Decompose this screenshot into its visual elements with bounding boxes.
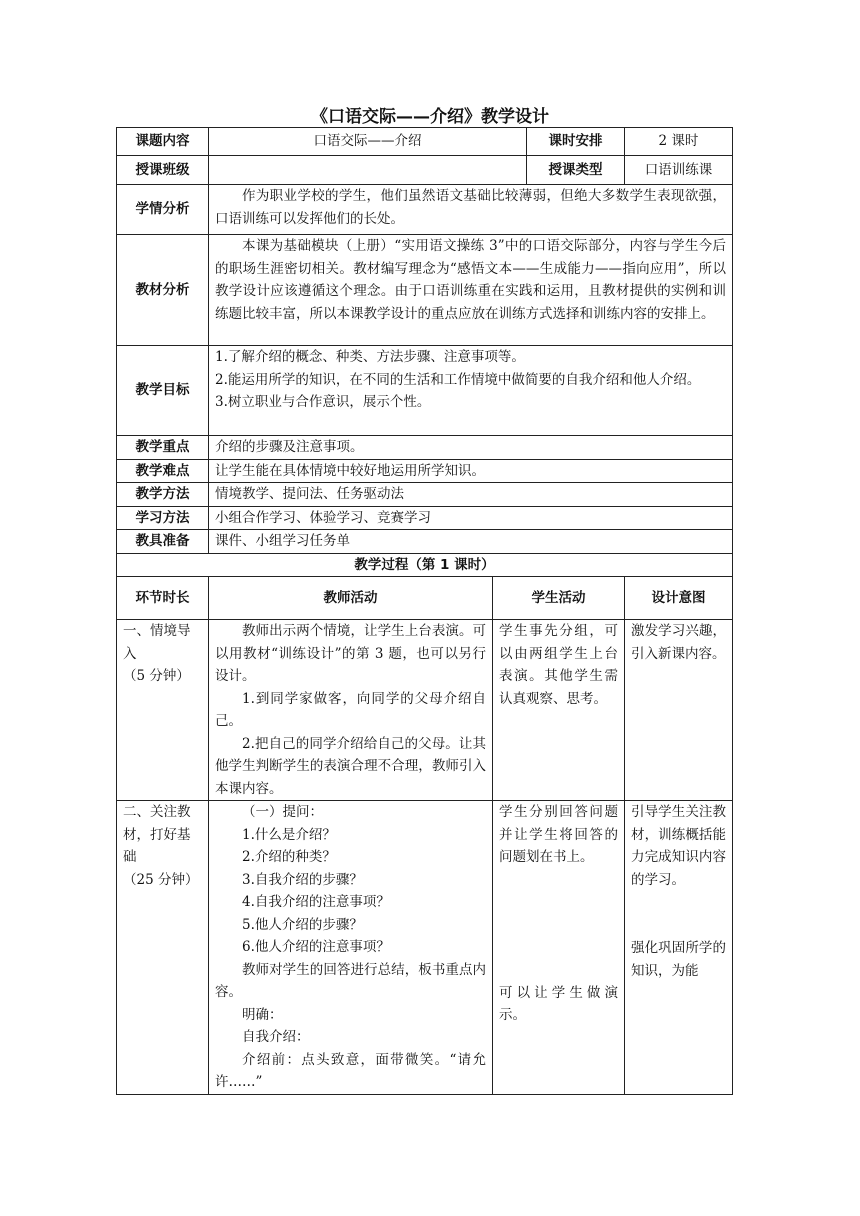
- row-topic: [117, 128, 733, 156]
- hours-label: 课时安排: [527, 128, 625, 156]
- row-process-title: [117, 553, 733, 577]
- step2-student-a: 学生分别回答问题并让学生将回答的问题划在书上。: [499, 804, 618, 865]
- step2-intent-a: 引导学生关注教材，训练概括能力完成知识内容的学习。: [631, 804, 726, 888]
- type-label: 授课类型: [527, 156, 625, 185]
- step2-teacher-line: 自我介绍：: [242, 1029, 310, 1045]
- goal-item: 2.能运用所学的知识，在不同的生活和工作情境中做简要的自我介绍和他人介绍。: [215, 371, 701, 388]
- step1-teacher-intro: 教师出示两个情境，让学生上台表演。可以用教材“训练设计”的第 3 题，也可以另行设计。: [215, 623, 486, 684]
- row-key: [117, 436, 733, 460]
- step1-duration: （5 分钟）: [123, 668, 190, 684]
- study-label: 学习方法: [117, 506, 209, 530]
- step2-teacher-line: 3.自我介绍的步骤？: [242, 871, 363, 888]
- row-step-1: [117, 620, 733, 801]
- document-title: 《口语交际——介绍》教学设计: [311, 107, 549, 127]
- row-difficulty: [117, 459, 733, 483]
- goal-item: 1.了解介绍的概念、种类、方法步骤、注意事项等。: [215, 349, 525, 365]
- method-text: 情境教学、提问法、任务驱动法: [209, 483, 733, 507]
- material-text: 本课为基础模块（上册）“实用语文操练 3”中的口语交际部分，内容与学生今后的职场生涯密切相关。教材编写理念为“感悟文本——生成能力——指向应用”，所以教学设计应该遵循这个理念。由于口语训练重在实践和运用，且教材提供的实例和训练题比较丰富，所以本课教学设计的重点应放在训练方式选择和训练内容的安排上。: [215, 238, 726, 322]
- step2-teacher-line: 教师对学生的回答进行总结，板书重点内容。: [215, 961, 486, 1000]
- hours-value: 2 课时: [625, 128, 733, 156]
- type-value: 口语训练课: [625, 156, 733, 185]
- header-intent: 设计意图: [625, 577, 733, 620]
- step2-teacher-line: 明确：: [242, 1006, 283, 1023]
- learner-label: 学情分析: [117, 185, 209, 235]
- row-goals: [117, 346, 733, 436]
- goal-item: 3.树立职业与合作意识，展示个性。: [215, 394, 431, 410]
- step2-teacher-line: 介绍前：点头致意，面带微笑。“请允许……”: [215, 1051, 486, 1090]
- step1-teacher-item: 2.把自己的同学介绍给自己的父母。让其他学生判断学生的表演合理不合理，教师引入本课内容。: [215, 735, 486, 797]
- tools-label: 教具准备: [117, 530, 209, 554]
- difficulty-label: 教学难点: [117, 459, 209, 483]
- goals-label: 教学目标: [117, 346, 209, 436]
- row-step-2: [117, 801, 733, 1095]
- class-value: [209, 156, 527, 185]
- row-learner: [117, 185, 733, 235]
- step2-teacher-line: 2.介绍的种类？: [242, 849, 336, 865]
- class-label: 授课班级: [117, 156, 209, 185]
- step1-intent: 激发学习兴趣，引入新课内容。: [625, 620, 733, 801]
- tools-text: 课件、小组学习任务单: [209, 530, 733, 554]
- material-label: 教材分析: [117, 235, 209, 346]
- step1-student: 学生事先分组，可以由两组学生上台表演。其他学生需认真观察、思考。: [493, 620, 625, 801]
- key-label: 教学重点: [117, 436, 209, 460]
- lesson-plan-table: [116, 127, 733, 1095]
- step1-stage: 一、情境导入: [123, 623, 191, 662]
- row-tools: [117, 530, 733, 554]
- row-process-headers: [117, 577, 733, 620]
- header-student: 学生活动: [493, 577, 625, 620]
- topic-label: 课题内容: [117, 128, 209, 156]
- learner-text: 作为职业学校的学生，他们虽然语文基础比较薄弱，但绝大多数学生表现欲强，口语训练可以发挥他们的长处。: [215, 188, 726, 227]
- step2-student-b: 可以让学生做演示。: [499, 984, 618, 1023]
- row-class: [117, 156, 733, 185]
- method-label: 教学方法: [117, 483, 209, 507]
- difficulty-text: 让学生能在具体情境中较好地运用所学知识。: [209, 459, 733, 483]
- step2-duration: （25 分钟）: [123, 871, 199, 888]
- process-title: 教学过程（第 1 课时）: [117, 553, 733, 577]
- row-material: [117, 235, 733, 346]
- topic-value: 口语交际——介绍: [209, 128, 527, 156]
- step2-teacher-line: 6.他人介绍的注意事项？: [242, 939, 390, 955]
- row-study: [117, 506, 733, 530]
- study-text: 小组合作学习、体验学习、竞赛学习: [209, 506, 733, 530]
- step2-teacher-line: 1.什么是介绍？: [242, 826, 336, 843]
- step2-intent-b: 强化巩固所学的知识，为能: [631, 940, 726, 979]
- header-teacher: 教师活动: [209, 577, 493, 620]
- step2-teacher-line: 5.他人介绍的步骤？: [242, 916, 363, 933]
- row-method: [117, 483, 733, 507]
- step2-teacher-line: 4.自我介绍的注意事项？: [242, 894, 390, 910]
- step1-teacher-item: 1.到同学家做客，向同学的父母介绍自己。: [215, 690, 486, 729]
- step2-teacher-line: （一）提问：: [242, 804, 323, 820]
- step2-stage: 二、关注教材，打好基础: [123, 804, 191, 865]
- key-text: 介绍的步骤及注意事项。: [209, 436, 733, 460]
- header-stage: 环节时长: [117, 577, 209, 620]
